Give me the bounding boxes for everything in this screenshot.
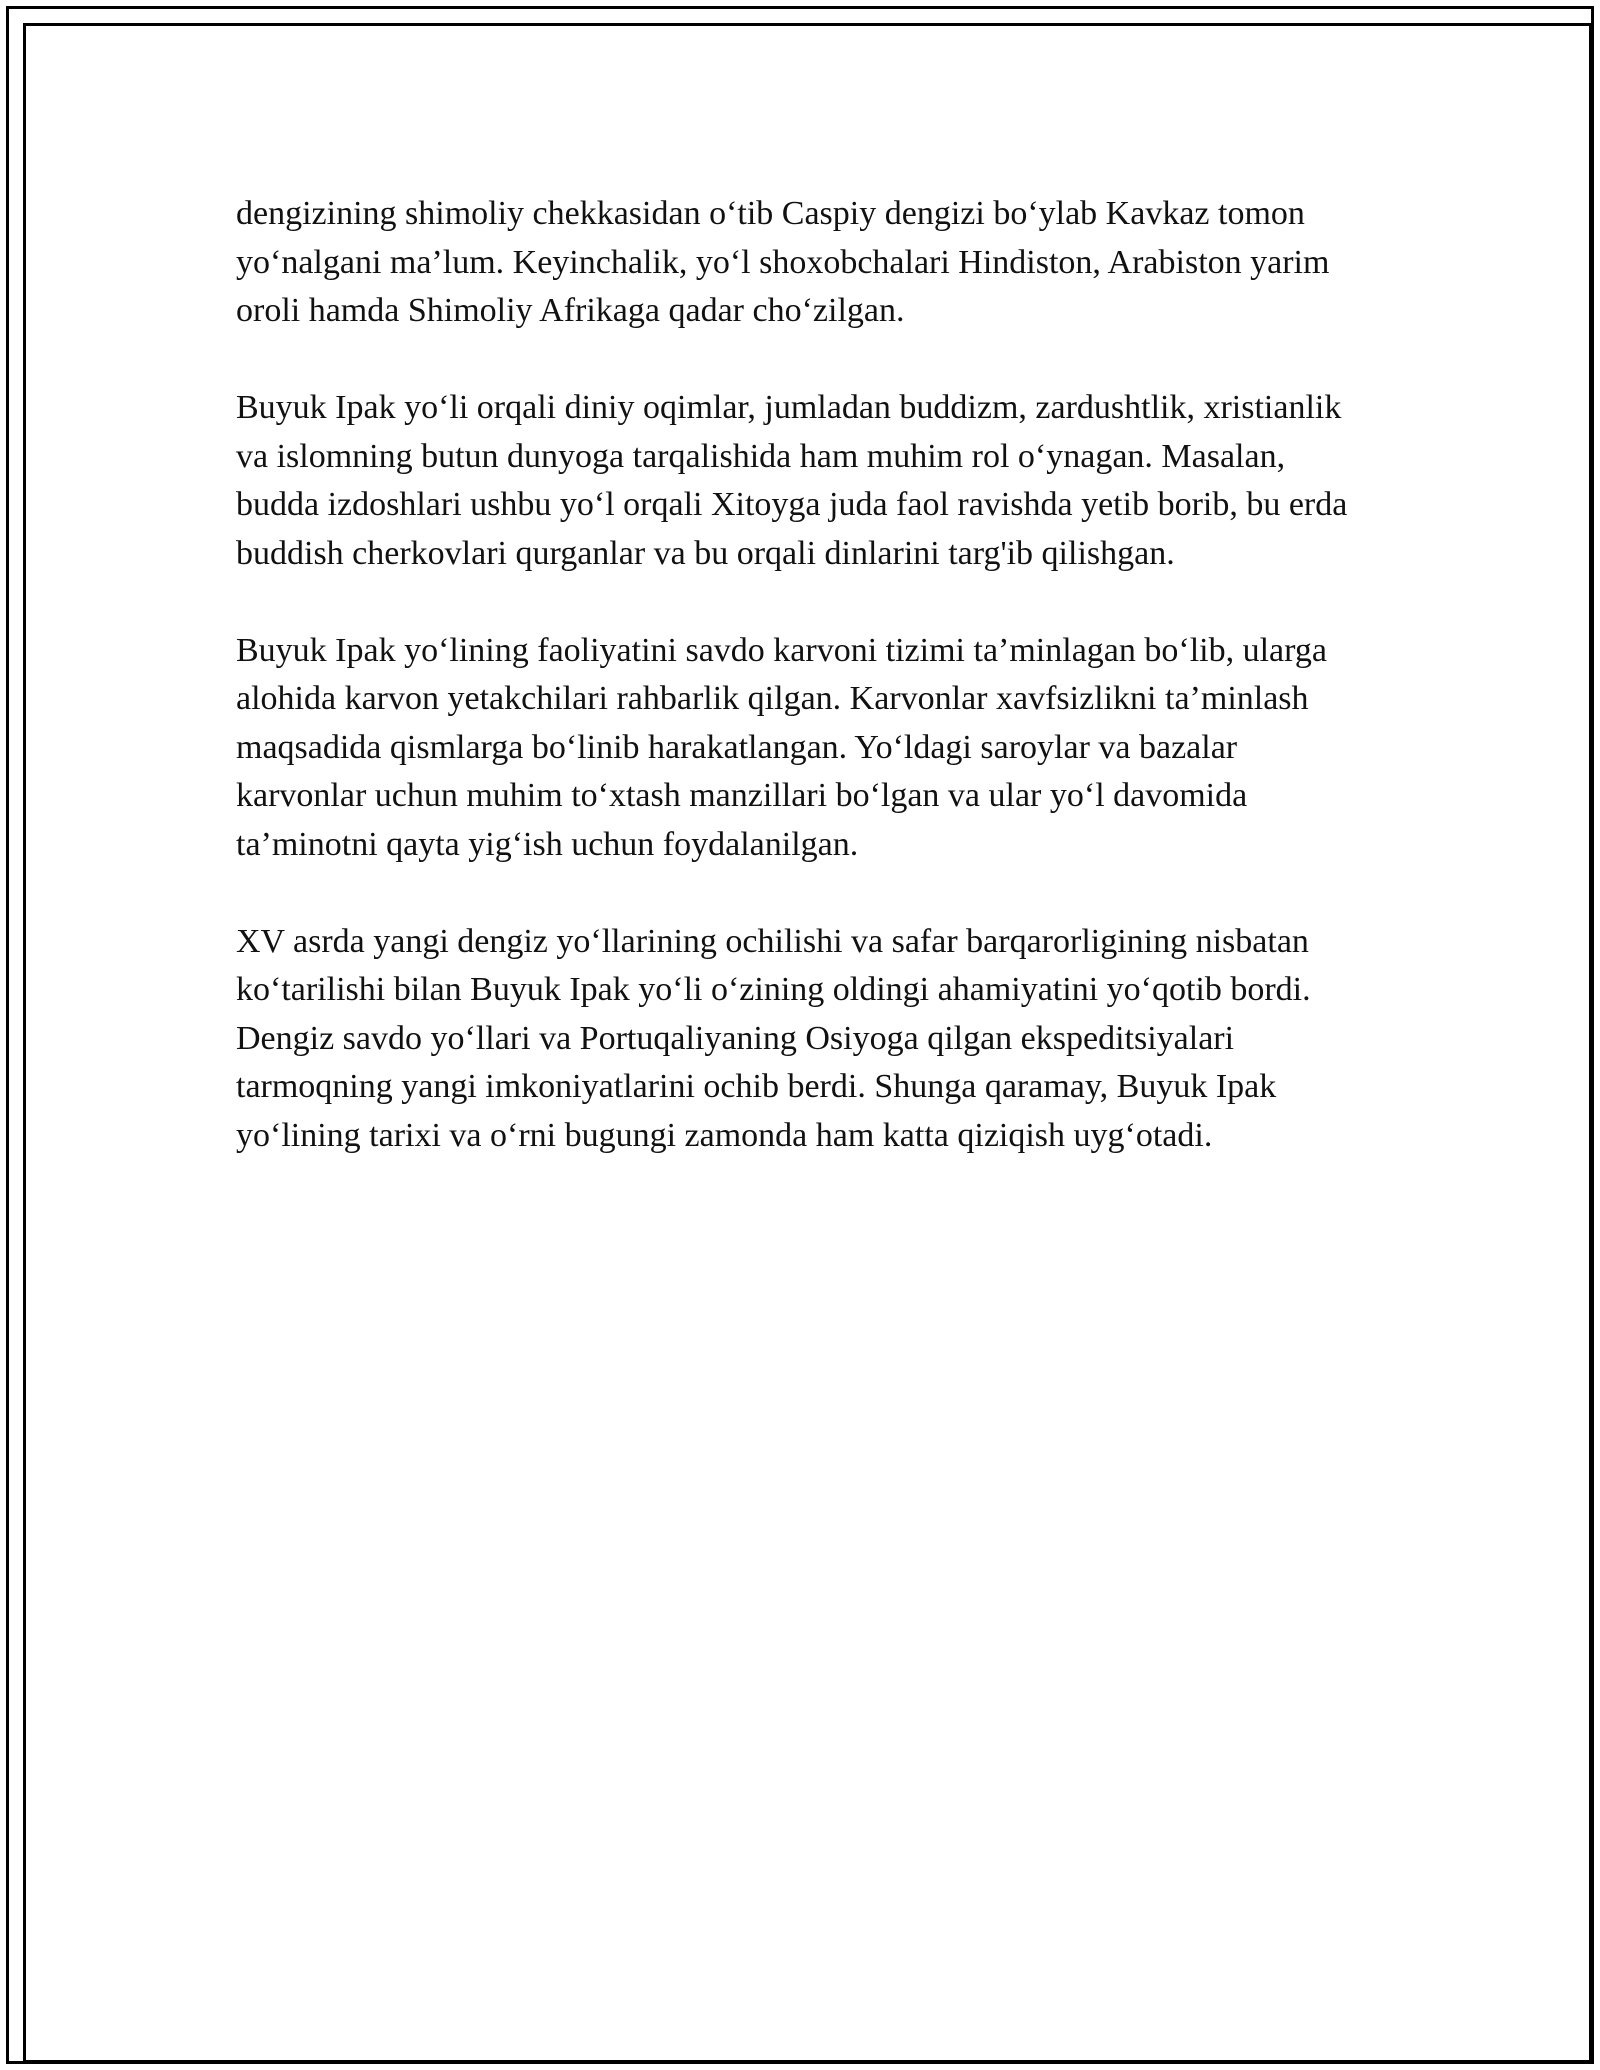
paragraph-2: Buyuk Ipak yo‘li orqali diniy oqimlar, jumladan buddizm, zardushtlik, xristianlik va islomning butun dunyoga tarqalishida ham muhim rol o‘ynagan. Masalan, budda izdoshlari ushbu yo‘l orqali Xitoyga juda faol ravishda yetib borib, bu erda buddish cherkovlari qurganlar va bu orqali dinlarini targ'ib qilishgan.: [236, 389, 1348, 572]
paragraph-3: Buyuk Ipak yo‘lining faoliyatini savdo karvoni tizimi ta’minlagan bo‘lib, ularga alohida karvon yetakchilari rahbarlik qilgan. Karvonlar xavfsizlikni ta’minlash maqsadida qismlarga bo‘linib harakatlangan. Yo‘ldagi saroylar va bazalar karvonlar uchun muhim to‘xtash manzillari bo‘lgan va ular yo‘l davomida ta’minotni qayta yig‘ish uchun foydalanilgan.: [236, 631, 1327, 863]
paragraph-1: dengizining shimoliy chekkasidan o‘tib Caspiy dengizi bo‘ylab Kavkaz tomon yo‘nalgani ma’lum. Keyinchalik, yo‘l shoxobchalari Hindiston, Arabiston yarim oroli hamda Shimoliy Afrikaga qadar cho‘zilgan.: [236, 195, 1330, 329]
paragraph-4: XV asrda yangi dengiz yo‘llarining ochilishi va safar barqarorligining nisbatan ko‘tarilishi bilan Buyuk Ipak yo‘li o‘zining oldingi ahamiyatini yo‘qotib bordi. Dengiz savdo yo‘llari va Portuqaliyaning Osiyoga qilgan ekspeditsiyalari tarmoqning yangi imkoniyatlarini ochib berdi. Shunga qaramay, Buyuk Ipak yo‘lining tarixi va o‘rni bugungi zamonda ham katta qiziqish uyg‘otadi.: [236, 922, 1311, 1154]
document-body: [236, 190, 1366, 1209]
